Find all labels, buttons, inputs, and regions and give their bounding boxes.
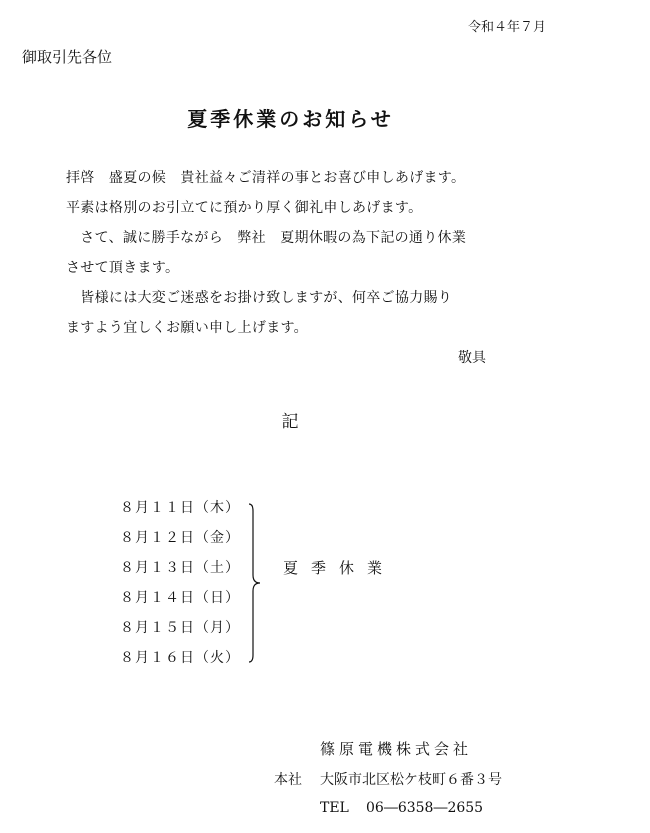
curly-brace xyxy=(248,503,264,663)
holiday-date: ８月１５日（月） xyxy=(120,620,240,636)
letter-date: 令和４年７月 xyxy=(467,20,546,35)
body-line: ますよう宜しくお願い申し上げます。 xyxy=(66,320,308,336)
company-name: 篠原電機株式会社 xyxy=(320,740,473,758)
holiday-date-list xyxy=(120,497,240,677)
ki-heading: 記 xyxy=(281,412,299,432)
addressee: 御取引先各位 xyxy=(22,48,113,66)
closing-phrase: 敬具 xyxy=(458,350,486,366)
body-line: 平素は格別のお引立てに預かり厚く御礼申しあげます。 xyxy=(66,200,423,216)
company-address: 大阪市北区松ケ枝町６番３号 xyxy=(320,772,502,788)
address-label: 本社 xyxy=(274,772,302,788)
body-line: 皆様には大変ご迷惑をお掛け致しますが、何卒ご協力賜り xyxy=(66,290,453,306)
holiday-date: ８月１３日（土） xyxy=(120,560,240,576)
body-line: さて、誠に勝手ながら 弊社 夏期休暇の為下記の通り休業 xyxy=(66,230,467,246)
body-line: させて頂きます。 xyxy=(66,260,180,276)
holiday-date: ８月１４日（日） xyxy=(120,590,240,606)
holiday-date: ８月１６日（火） xyxy=(120,650,240,666)
notice-title: 夏季休業のお知らせ xyxy=(187,107,394,131)
holiday-label: 夏季休業 xyxy=(283,559,396,577)
holiday-date: ８月１２日（金） xyxy=(120,530,240,546)
tel-label: TEL xyxy=(320,800,349,816)
tel-number: 06―6358―2655 xyxy=(366,800,484,816)
holiday-date: ８月１１日（木） xyxy=(120,500,240,516)
body-line: 拝啓 盛夏の候 貴社益々ご清祥の事とお喜び申しあげます。 xyxy=(66,170,466,186)
